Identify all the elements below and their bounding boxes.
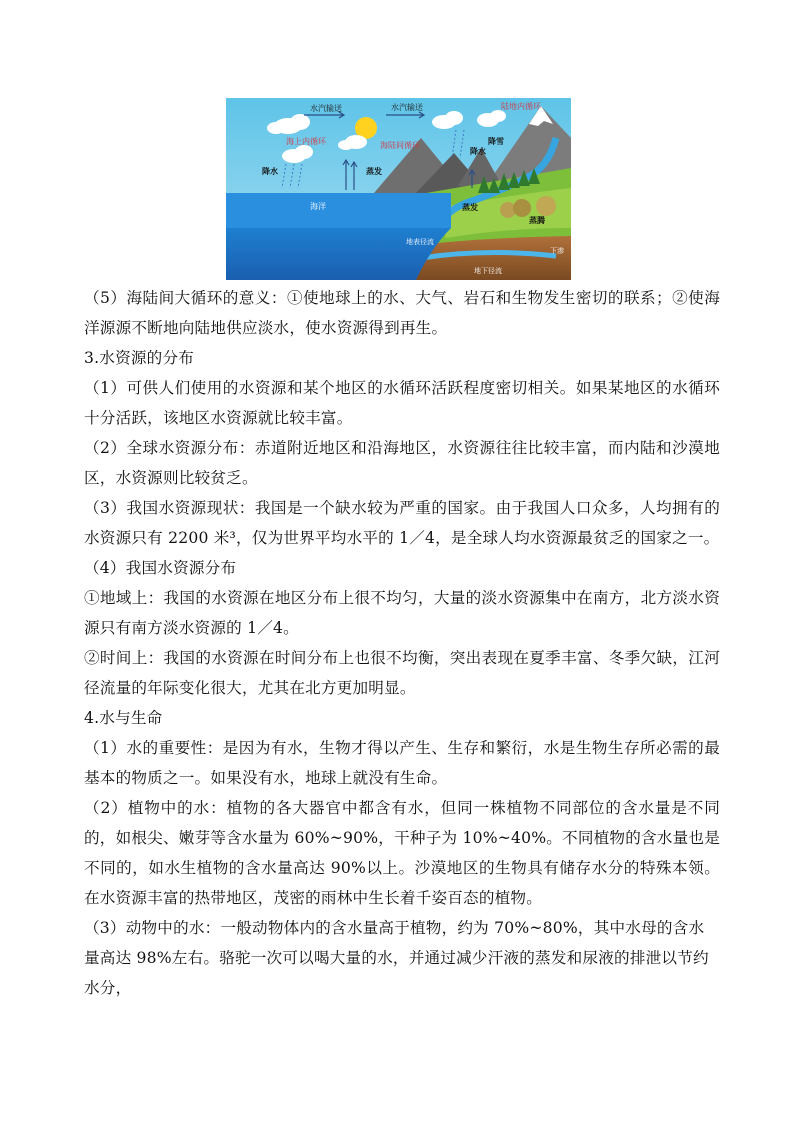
tree-crown <box>536 196 556 216</box>
paragraph-distribution-3: （3）我国水资源现状：我国是一个缺水较为严重的国家。由于我国人口众多，人均拥有的水资源只有 2200 米³，仅为世界平均水平的 1／4，是全球人均水资源最贫乏的国家之一。 <box>84 499 720 547</box>
label-vapor-transport-2: 水汽输送 <box>391 103 423 112</box>
label-sea-cycle: 海上内循环 <box>286 137 326 146</box>
label-ocean: 海洋 <box>310 202 326 211</box>
document-body <box>84 283 720 1003</box>
section-heading-life: 4.水与生命 <box>84 709 163 727</box>
label-evap-left: 蒸发 <box>366 167 382 176</box>
paragraph-importance: （1）水的重要性：是因为有水，生物才得以产生、生存和繁衍，水是生物生存所必需的最基本的物质之一。如果没有水，地球上就没有生命。 <box>84 739 720 787</box>
label-vapor-transport-1: 水汽输送 <box>310 104 342 113</box>
label-land-cycle: 陆地内循环 <box>501 102 541 111</box>
tree-crown <box>513 199 531 217</box>
paragraph-animals: （3）动物中的水：一般动物体内的含水量高于植物，约为 70%~80%，其中水母的含水量高达 98%左右。骆驼一次可以喝大量的水，并通过减少汗液的蒸发和尿液的排泄以节约水分， <box>84 919 709 997</box>
paragraph-distribution-4: （4）我国水资源分布 <box>84 559 237 577</box>
paragraph-time: ②时间上：我国的水资源在时间分布上也很不均衡，突出表现在夏季丰富、冬季欠缺，江河径流量的年际变化很大，尤其在北方更加明显。 <box>84 649 720 697</box>
section-heading-distribution: 3.水资源的分布 <box>84 349 195 367</box>
label-precip-left: 降水 <box>262 167 278 176</box>
label-ground-runoff: 地下径流 <box>474 267 502 275</box>
label-transpiration: 蒸腾 <box>529 216 545 225</box>
label-surface-runoff: 地表径流 <box>406 238 434 246</box>
ocean-surface <box>226 193 451 228</box>
ocean-body <box>226 228 451 280</box>
label-sea-land-cycle: 海陆间循环 <box>380 141 420 150</box>
label-precip-right: 降水 <box>470 147 486 156</box>
paragraph-cycle-significance: （5）海陆间大循环的意义：①使地球上的水、大气、岩石和生物发生密切的联系；②使海洋源源不断地向陆地供应淡水，使水资源得到再生。 <box>84 289 720 337</box>
label-snow: 降雪 <box>488 137 504 146</box>
paragraph-distribution-2: （2）全球水资源分布：赤道附近地区和沿海地区，水资源往往比较丰富，而内陆和沙漠地区，水资源则比较贫乏。 <box>84 439 720 487</box>
paragraph-distribution-1: （1）可供人们使用的水资源和某个地区的水循环活跃程度密切相关。如果某地区的水循环十分活跃，该地区水资源就比较丰富。 <box>84 379 720 427</box>
label-evap-right: 蒸发 <box>462 203 478 212</box>
paragraph-plants: （2）植物中的水：植物的各大器官中都含有水，但同一株植物不同部位的含水量是不同的，如根尖、嫩芽等含水量为 60%~90%，干种子为 10%~40%。不同植物的含水量也是不同的，如水生植物的含水量高达 90%以上。沙漠地区的生物具有储存水分的特殊本领。在水资源丰富的热带地区，茂密的雨林中生长着千姿百态的植物。 <box>84 799 720 907</box>
paragraph-region: ①地域上：我国的水资源在地区分布上很不均匀，大量的淡水资源集中在南方，北方淡水资源只有南方淡水资源的 1／4。 <box>84 589 720 637</box>
water-cycle-diagram <box>226 98 571 280</box>
label-infiltration: 下渗 <box>550 247 564 255</box>
